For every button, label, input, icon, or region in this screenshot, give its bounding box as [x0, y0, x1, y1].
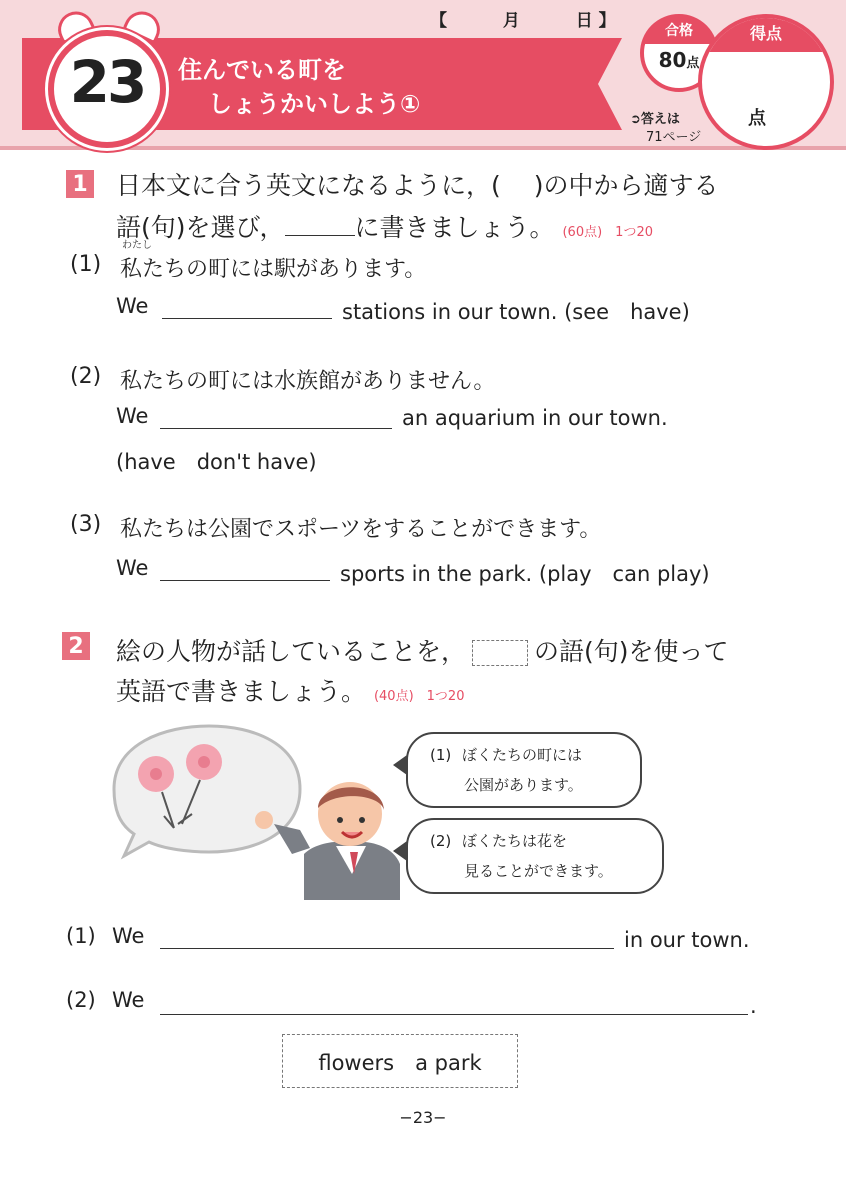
item-1-japanese: 私たちの町には駅があります。	[120, 257, 427, 282]
answer-2-rest: .	[750, 994, 757, 1018]
item-3-subject: We	[116, 556, 149, 580]
word-box-icon	[472, 640, 528, 666]
score-box	[698, 14, 834, 150]
item-1-answer-blank[interactable]	[162, 318, 332, 319]
section-2-points: (40点) 1つ20	[373, 689, 465, 704]
answer-ref-page: 71ページ	[646, 130, 702, 145]
item-1-english-rest: stations in our town. (see have)	[342, 300, 690, 324]
item-2-japanese: 私たちの町には水族館がありません。	[120, 369, 496, 394]
section-2-text-a: 絵の人物が話していることを，	[116, 637, 467, 666]
section-2-text-b: の語(句)を使って	[534, 637, 729, 666]
item-2-subject: We	[116, 404, 149, 428]
section-1-points: (60点) 1つ20	[562, 225, 653, 240]
item-3-label: (3)	[70, 512, 102, 537]
section-2-badge: 2	[62, 632, 90, 660]
date-month-label: 月	[502, 11, 520, 31]
item-2-choices: (have don't have)	[116, 450, 317, 474]
bubble-2-label: (2)	[430, 832, 452, 850]
item-1-label: (1)	[70, 252, 102, 277]
answer-2-label: (2)	[66, 988, 96, 1012]
section-1-instruction-line1: 日本文に合う英文になるように，( )の中から適する	[116, 171, 719, 200]
item-3-answer-blank[interactable]	[160, 580, 330, 581]
item-1-subject: We	[116, 294, 149, 318]
speech-bubble-2-tail	[393, 841, 407, 861]
answer-2-subject: We	[112, 988, 145, 1012]
speech-bubble-2	[406, 818, 664, 894]
instruction-text-b: に書きましょう。	[354, 213, 555, 242]
bubble-1-label: (1)	[430, 746, 452, 764]
pass-score-unit: 点	[686, 56, 700, 71]
illustration-person-flowers	[104, 724, 424, 904]
date-day-label: 日	[575, 11, 593, 31]
score-unit: 点	[748, 108, 766, 129]
section-2-instruction-line1	[116, 632, 729, 668]
item-3-english-rest: sports in the park. (play can play)	[340, 562, 710, 586]
answer-ref-label: ➲答えは	[630, 112, 680, 127]
instruction-text-a: 語(句)を選び，	[116, 213, 285, 242]
speech-bubble-1-tail	[393, 755, 407, 775]
score-label: 得点	[702, 18, 830, 52]
section-2-text-line2: 英語で書きましょう。	[116, 677, 367, 706]
lesson-title-line1: 住んでいる町を	[178, 56, 346, 84]
item-2-answer-blank[interactable]	[160, 428, 392, 429]
section-1-instruction-line2	[116, 208, 653, 244]
pass-label: 合格	[644, 18, 714, 44]
item-2-english-rest: an aquarium in our town.	[402, 406, 668, 430]
answer-1-label: (1)	[66, 924, 96, 948]
section-2-instruction-line2	[116, 672, 464, 708]
section-1-badge: 1	[66, 170, 94, 198]
answer-1-rest: in our town.	[624, 928, 750, 952]
speech-bubble-1	[406, 732, 642, 808]
page-number: −23−	[399, 1108, 447, 1127]
date-field	[430, 6, 620, 32]
word-box	[282, 1034, 518, 1088]
bubble-2-line2: 見ることができます。	[464, 862, 613, 880]
answer-2-blank[interactable]	[160, 1014, 748, 1015]
bubble-2-line1: ぼくたちは花を	[462, 832, 568, 850]
pass-score-value: 80	[658, 48, 687, 72]
answer-1-blank[interactable]	[160, 948, 614, 949]
answer-1-subject: We	[112, 924, 145, 948]
lesson-number: 23	[69, 48, 145, 116]
word-box-text: flowers a park	[318, 1051, 482, 1075]
ruby-watashi: わたし	[122, 240, 152, 251]
item-3-japanese: 私たちは公園でスポーツをすることができます。	[120, 517, 602, 542]
date-bracket-open: 【	[430, 11, 447, 31]
date-bracket-close: 】	[598, 11, 616, 31]
bubble-1-line1: ぼくたちの町には	[462, 746, 583, 764]
instruction-blank-sample	[285, 217, 355, 236]
lesson-title-line2: しょうかいしよう①	[208, 90, 421, 118]
item-2-label: (2)	[70, 364, 102, 389]
bubble-1-line2: 公園があります。	[464, 776, 583, 794]
